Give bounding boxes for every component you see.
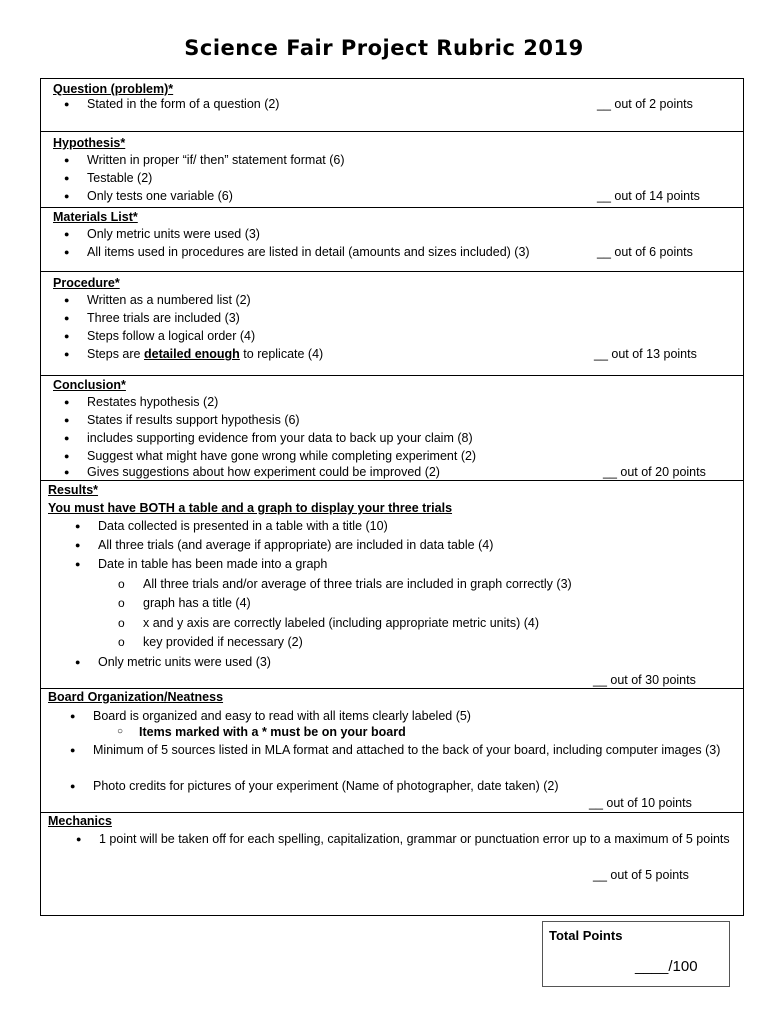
section-board xyxy=(41,689,743,813)
criterion-item: ● States if results support hypothesis (6) xyxy=(87,412,300,428)
section-heading: Results* xyxy=(48,483,99,497)
section-mechanics xyxy=(41,813,743,915)
criterion-item: ● Stated in the form of a question (2) xyxy=(87,96,279,112)
score-line: __ out of 13 points xyxy=(594,347,697,361)
criterion-text: to replicate (4) xyxy=(239,347,324,361)
score-line: __ out of 6 points xyxy=(597,245,693,259)
criterion-item: ● Only tests one variable (6) xyxy=(87,188,233,204)
section-results xyxy=(41,481,743,689)
section-heading: Conclusion* xyxy=(53,378,126,392)
score-line: __ out of 30 points xyxy=(593,673,696,687)
criterion-item: ● Written as a numbered list (2) xyxy=(87,292,251,308)
section-hypothesis xyxy=(41,132,743,208)
criterion-item: ● Gives suggestions about how experiment could be improved (2) xyxy=(87,464,440,480)
section-heading: Board Organization/Neatness xyxy=(48,690,224,704)
score-line: __ out of 20 points xyxy=(603,465,706,479)
criterion-item: ● Three trials are included (3) xyxy=(87,310,240,326)
section-question xyxy=(41,79,743,132)
criterion-item: ● Only metric units were used (3) xyxy=(87,226,260,242)
criterion-item: ● Minimum of 5 sources listed in MLA format and attached to the back of your board, including computer images (3) xyxy=(93,742,733,758)
criterion-item: ● Restates hypothesis (2) xyxy=(87,394,218,410)
criterion-item xyxy=(87,346,323,362)
total-points-value: ____/100 xyxy=(635,958,698,975)
criterion-item: ● Board is organized and easy to read with all items clearly labeled (5) xyxy=(93,708,471,724)
section-subheading: You must have BOTH a table and a graph to display your three trials xyxy=(48,501,453,515)
criterion-item: ● Only metric units were used (3) xyxy=(98,654,271,670)
sub-criterion-item: o key provided if necessary (2) xyxy=(143,634,303,650)
criterion-item: ● Testable (2) xyxy=(87,170,152,186)
criterion-item: ● All three trials (and average if appropriate) are included in data table (4) xyxy=(98,537,493,553)
sub-criterion-item: o All three trials and/or average of three trials are included in graph correctly (3) xyxy=(143,576,572,592)
section-heading: Materials List* xyxy=(53,210,138,224)
criterion-item: ● 1 point will be taken off for each spelling, capitalization, grammar or punctuation error up to a maximum of 5 points xyxy=(93,831,738,847)
emphasis-text: detailed enough xyxy=(143,347,240,361)
section-heading: Hypothesis* xyxy=(53,136,126,150)
criterion-item: ● Suggest what might have gone wrong while completing experiment (2) xyxy=(87,448,476,464)
section-heading: Mechanics xyxy=(48,814,112,828)
section-procedure xyxy=(41,272,743,376)
page-title: Science Fair Project Rubric 2019 xyxy=(184,36,584,60)
total-points-box xyxy=(542,921,730,987)
score-line: __ out of 5 points xyxy=(593,868,689,882)
score-line: __ out of 10 points xyxy=(589,796,692,810)
score-line: __ out of 14 points xyxy=(597,189,700,203)
criterion-item: ● Written in proper “if/ then” statement format (6) xyxy=(87,152,345,168)
section-heading: Procedure* xyxy=(53,276,120,290)
criterion-text: Steps are xyxy=(87,347,144,361)
section-materials xyxy=(41,208,743,272)
criterion-item: ● includes supporting evidence from your data to back up your claim (8) xyxy=(87,430,473,446)
note-item: ○ Items marked with a * must be on your board xyxy=(139,724,406,740)
criterion-item: ● All items used in procedures are listed in detail (amounts and sizes included) (3) xyxy=(87,244,530,260)
total-points-label: Total Points xyxy=(549,928,623,943)
criterion-item: ● Data collected is presented in a table with a title (10) xyxy=(98,518,388,534)
section-heading: Question (problem)* xyxy=(53,82,174,96)
score-line: __ out of 2 points xyxy=(597,97,693,111)
criterion-item: ● Steps follow a logical order (4) xyxy=(87,328,255,344)
rubric-table xyxy=(40,78,744,916)
criterion-item: ● Date in table has been made into a graph xyxy=(98,556,327,572)
sub-criterion-item: o graph has a title (4) xyxy=(143,595,251,611)
criterion-item: ● Photo credits for pictures of your experiment (Name of photographer, date taken) (2) xyxy=(93,778,559,794)
section-conclusion xyxy=(41,376,743,481)
sub-criterion-item: o x and y axis are correctly labeled (including appropriate metric units) (4) xyxy=(143,615,539,631)
